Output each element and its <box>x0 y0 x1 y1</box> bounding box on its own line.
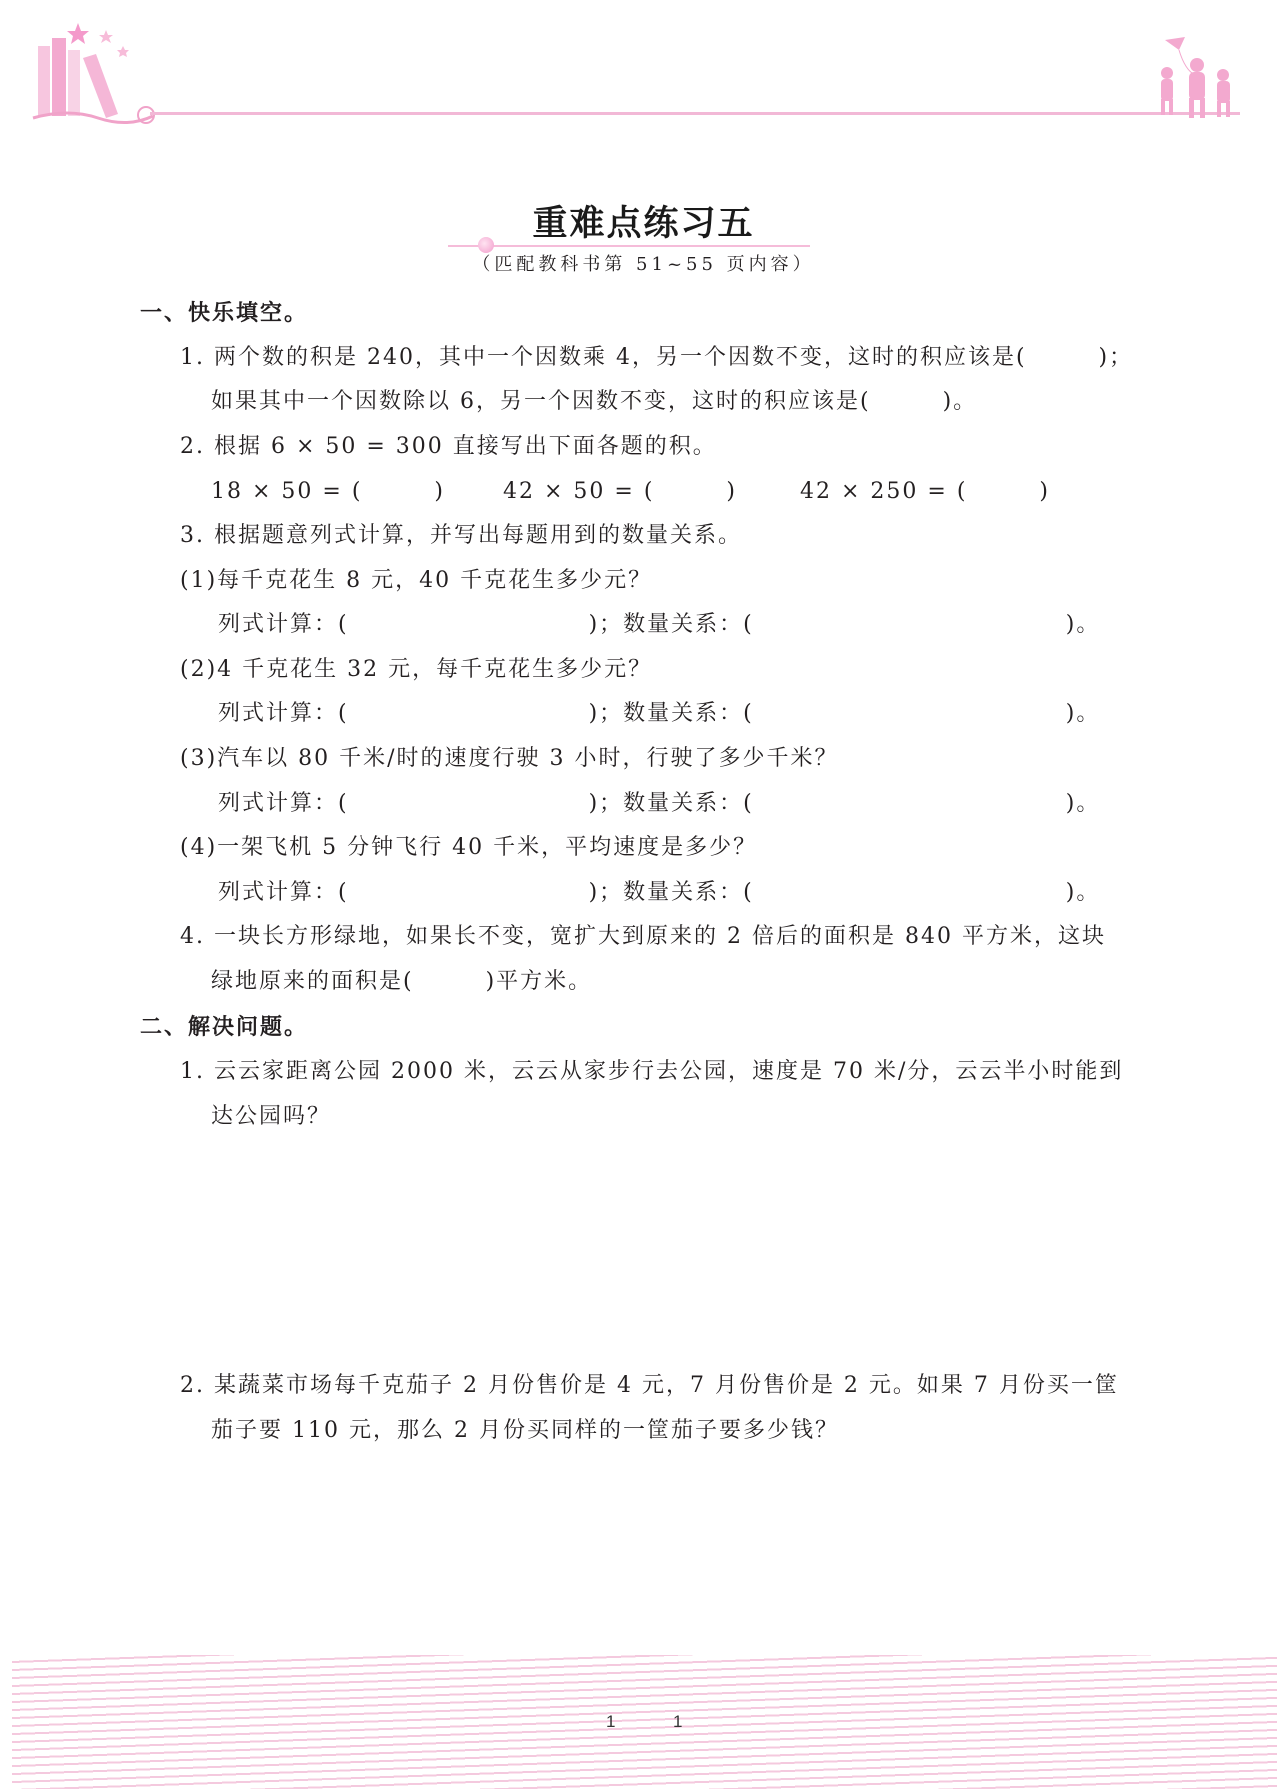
question-4-line-2: 绿地原来的面积是( )平方米。 <box>211 969 593 994</box>
problem-1-line-1: 1. 云云家距离公园 2000 米，云云从家步行去公园，速度是 70 米/分，云云半小时能到 <box>180 1059 1124 1084</box>
section-heading-fill-blanks: 一、快乐填空。 <box>140 301 309 326</box>
question-3-sub-1-answer: 列式计算：( )；数量关系：( )。 <box>218 612 1101 637</box>
question-3-sub-4-answer: 列式计算：( )；数量关系：( )。 <box>218 880 1101 905</box>
question-2-item-c: 42 × 250 = ( ) <box>800 479 1050 504</box>
footer-wave-band <box>12 1655 1277 1789</box>
question-2-item-a: 18 × 50 = ( ) <box>211 479 445 504</box>
question-4-line-1: 4. 一块长方形绿地，如果长不变，宽扩大到原来的 2 倍后的面积是 840 平方米，这块 <box>180 924 1106 949</box>
question-2-prompt: 2. 根据 6 × 50 = 300 直接写出下面各题的积。 <box>180 434 717 459</box>
books-decoration-icon <box>28 18 158 130</box>
question-2-item-b: 42 × 50 = ( ) <box>503 479 737 504</box>
page-number-left: 1 <box>606 1712 616 1731</box>
question-3-sub-4: (4)一架飞机 5 分钟飞行 40 千米，平均速度是多少？ <box>180 835 758 860</box>
question-1-line-2: 如果其中一个因数除以 6，另一个因数不变，这时的积应该是( )。 <box>211 389 978 414</box>
title-underline <box>448 245 810 247</box>
page-number-right: 1 <box>673 1712 683 1731</box>
page-title: 重难点练习五 <box>532 203 755 244</box>
section-heading-problems: 二、解决问题。 <box>140 1015 309 1040</box>
question-3-sub-2: (2)4 千克花生 32 元，每千克花生多少元？ <box>180 657 653 682</box>
children-kite-icon <box>1155 35 1245 120</box>
question-3-sub-3: (3)汽车以 80 千米/时的速度行驶 3 小时，行驶了多少千米？ <box>180 746 839 771</box>
page-subtitle: （匹配教科书第 51~55 页内容） <box>472 254 815 275</box>
problem-2-line-2: 茄子要 110 元，那么 2 月份买同样的一筐茄子要多少钱？ <box>211 1418 839 1443</box>
header-rule <box>150 112 1240 115</box>
problem-2-line-1: 2. 某蔬菜市场每千克茄子 2 月份售价是 4 元，7 月份售价是 2 元。如果 7 月份买一筐 <box>180 1373 1119 1398</box>
question-3-prompt: 3. 根据题意列式计算，并写出每题用到的数量关系。 <box>180 523 742 548</box>
problem-1-line-2: 达公园吗？ <box>211 1104 332 1129</box>
question-3-sub-1: (1)每千克花生 8 元，40 千克花生多少元？ <box>180 568 653 593</box>
question-3-sub-2-answer: 列式计算：( )；数量关系：( )。 <box>218 701 1101 726</box>
question-3-sub-3-answer: 列式计算：( )；数量关系：( )。 <box>218 791 1101 816</box>
question-1-line-1: 1. 两个数的积是 240，其中一个因数乘 4，另一个因数不变，这时的积应该是( )； <box>180 345 1134 370</box>
